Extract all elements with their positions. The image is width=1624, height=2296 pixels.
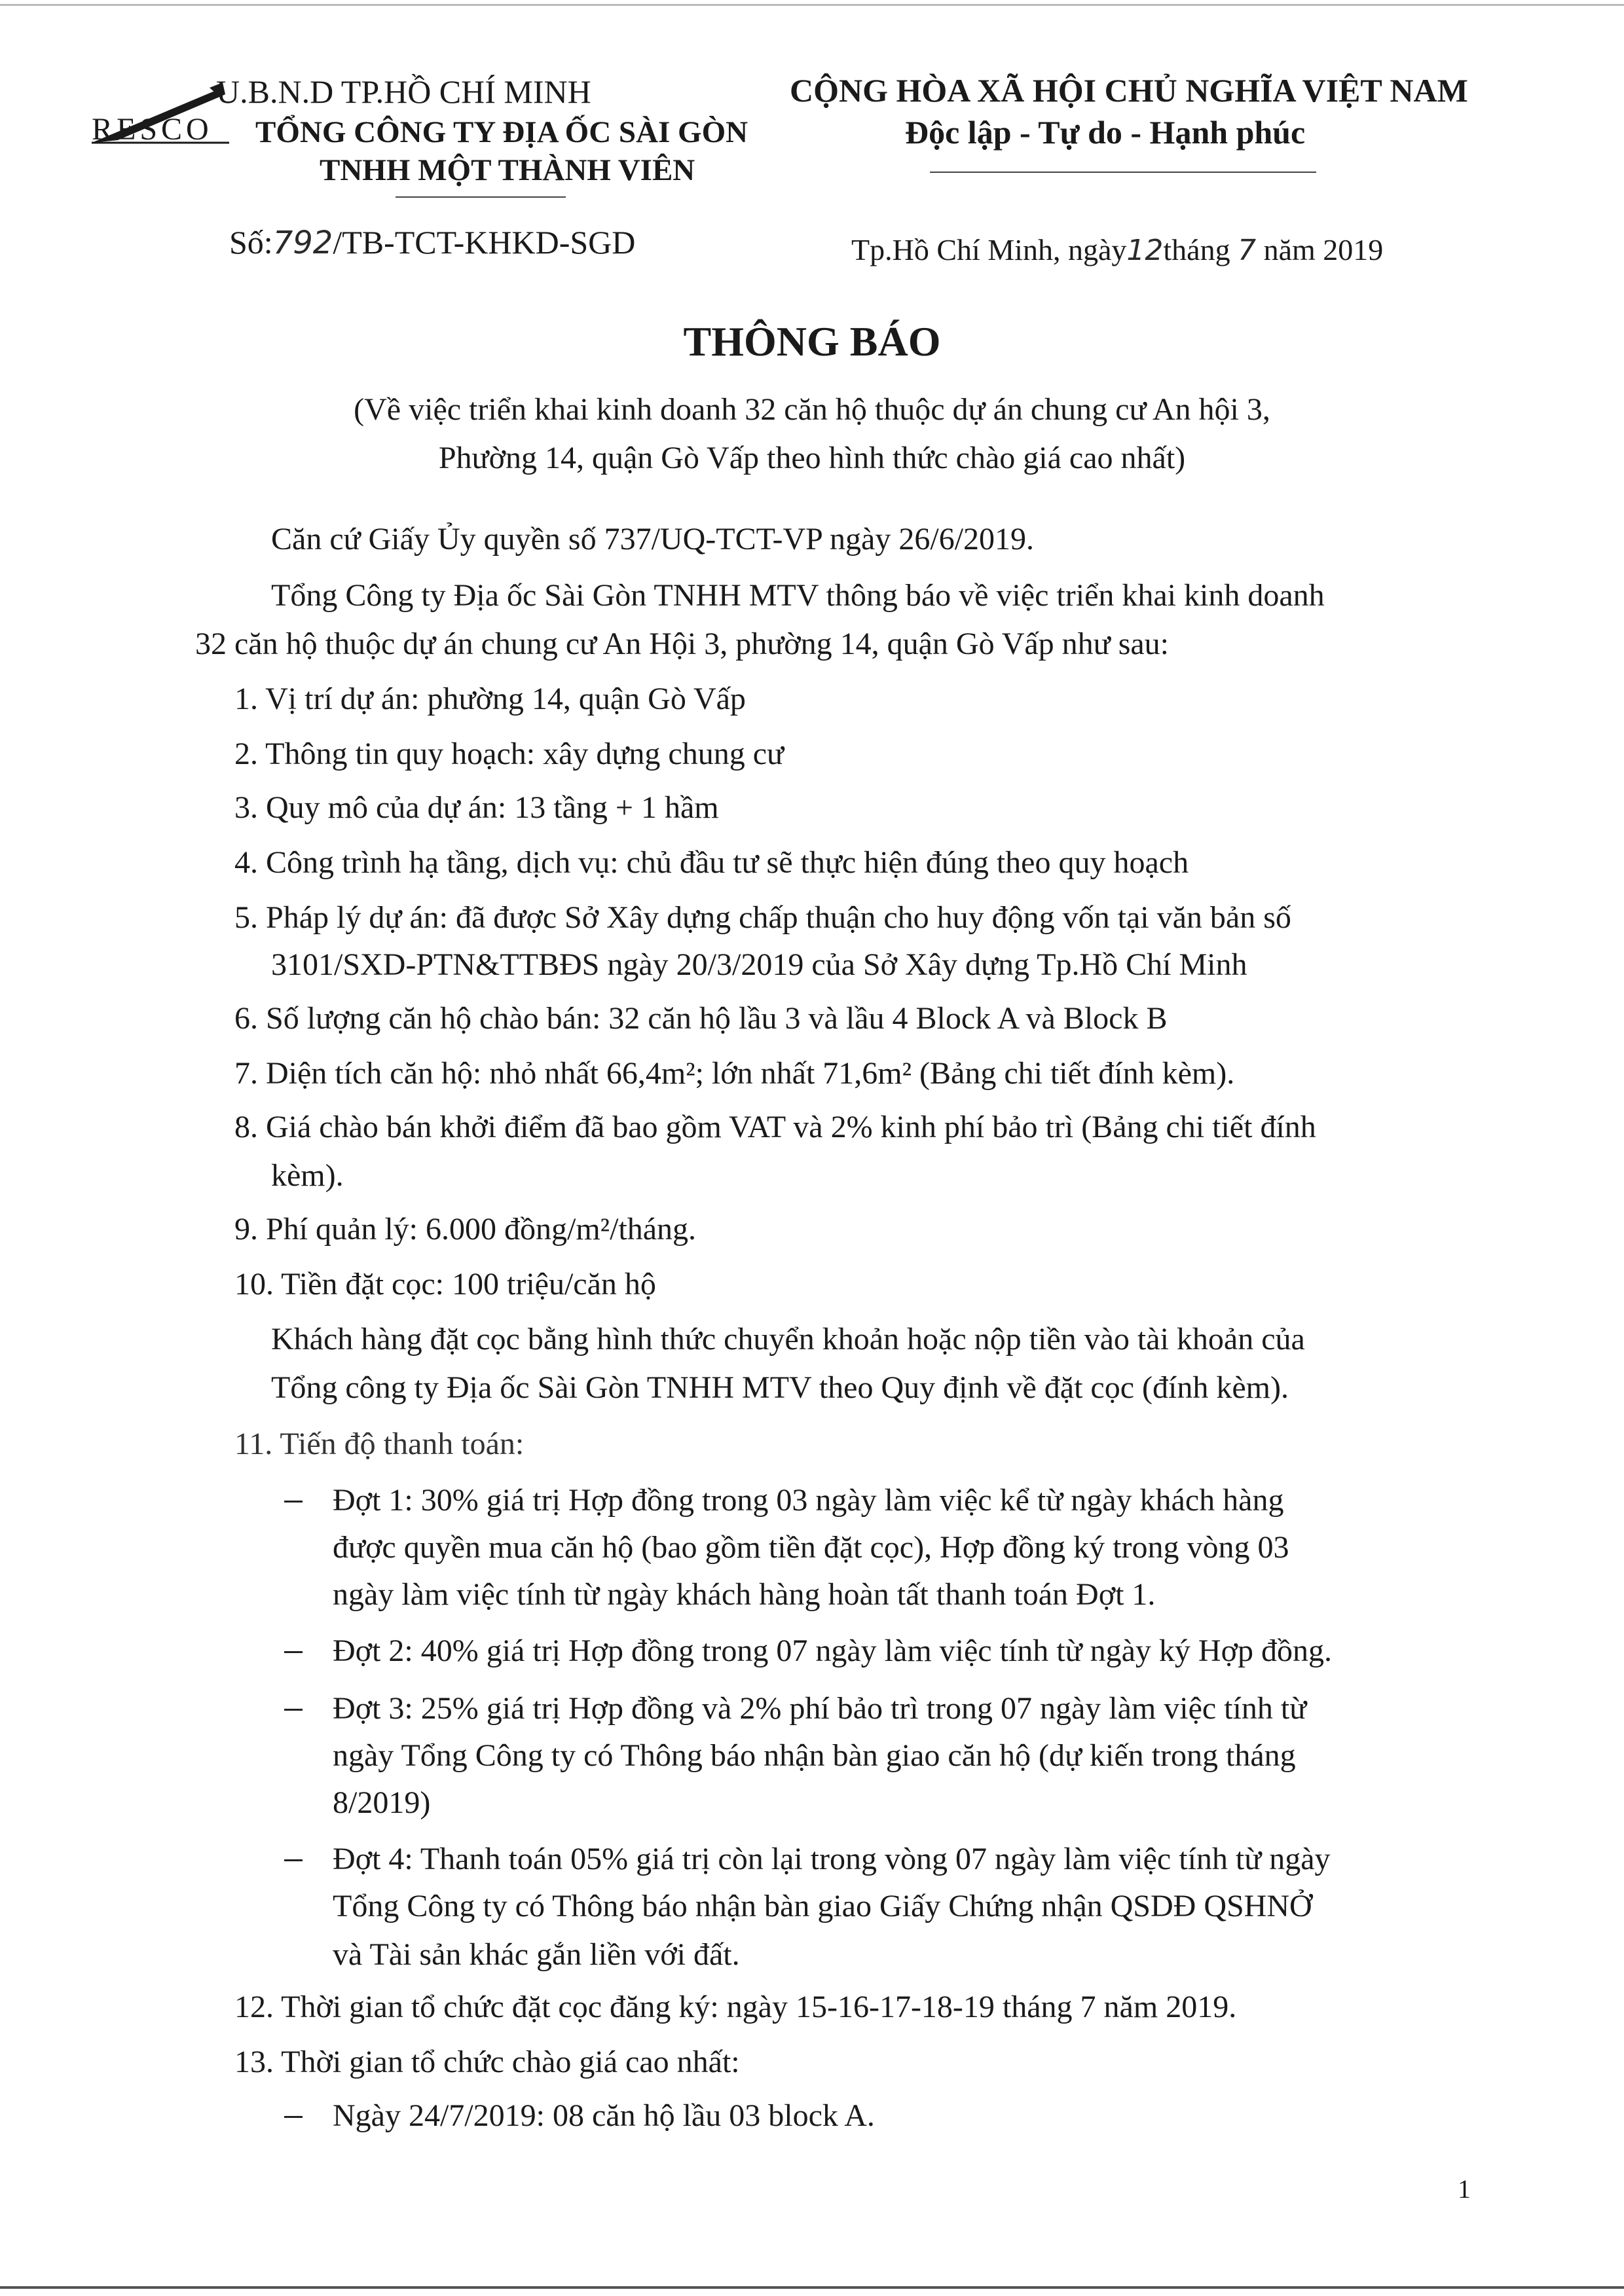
doc-number-suffix: /TB-TCT-KHKD-SGD <box>333 224 636 261</box>
scan-bottom-edge <box>0 2286 1624 2289</box>
intro-statement-line2: 32 căn hộ thuộc dự án chung cư An Hội 3, phường 14, quận Gò Vấp như sau: <box>195 627 1170 661</box>
header-company-type: TNHH MỘT THÀNH VIÊN <box>320 153 695 187</box>
list-item-13 <box>234 2039 740 2086</box>
deposit-note-line1: Khách hàng đặt cọc bằng hình thức chuyển khoản hoặc nộp tiền vào tài khoản của <box>271 1322 1305 1357</box>
document-title: THÔNG BÁO <box>683 318 941 365</box>
item-text: Quy mô của dự án: 13 tầng + 1 hầm <box>266 790 719 825</box>
page-number: 1 <box>1458 2174 1471 2204</box>
payment-4-line1: Đợt 4: Thanh toán 05% giá trị còn lại trong vòng 07 ngày làm việc tính từ ngày <box>333 1842 1331 1876</box>
item-number: 13. <box>234 2045 274 2079</box>
doc-date <box>851 230 1383 270</box>
bullet-dash <box>284 1651 303 1653</box>
payment-1-line1: Đợt 1: 30% giá trị Hợp đồng trong 03 ngày làm việc kể từ ngày khách hàng <box>333 1483 1284 1518</box>
item-number: 11. <box>234 1427 273 1461</box>
payment-4-line2: Tổng Công ty có Thông báo nhận bàn giao Giấy Chứng nhận QSDĐ QSHNỞ <box>333 1889 1312 1923</box>
item-text: Diện tích căn hộ: nhỏ nhất 66,4m²; lớn nhất 71,6m² (Bảng chi tiết đính kèm). <box>266 1056 1235 1091</box>
document-subtitle-line2: Phường 14, quận Gò Vấp theo hình thức chào giá cao nhất) <box>438 441 1186 475</box>
payment-3-line2: ngày Tổng Công ty có Thông báo nhận bàn giao căn hộ (dự kiến trong tháng <box>333 1738 1296 1773</box>
scan-top-edge <box>0 4 1624 6</box>
payment-4-line3: và Tài sản khác gắn liền với đất. <box>333 1937 740 1972</box>
date-month-handwritten: 7 <box>1238 234 1257 267</box>
schedule-item-1: Ngày 24/7/2019: 08 căn hộ lầu 03 block A. <box>333 2098 875 2133</box>
item-number: 6. <box>234 1001 258 1036</box>
date-month-label: tháng <box>1163 233 1230 266</box>
list-item-12 <box>234 1984 1236 2031</box>
bullet-dash <box>284 1709 303 1711</box>
intro-basis: Căn cứ Giấy Ủy quyền số 737/UQ-TCT-VP ngày 26/6/2019. <box>271 522 1035 556</box>
item-text: Giá chào bán khởi điểm đã bao gồm VAT và 2% kinh phí bảo trì (Bảng chi tiết đính <box>266 1110 1316 1144</box>
item-number: 4. <box>234 845 258 880</box>
date-day-handwritten: 12 <box>1126 234 1164 267</box>
doc-number <box>229 223 635 263</box>
item-text: Công trình hạ tầng, dịch vụ: chủ đầu tư sẽ thực hiện đúng theo quy hoạch <box>266 845 1189 880</box>
list-item-5 <box>234 894 1291 941</box>
item-text: Pháp lý dự án: đã được Sở Xây dựng chấp thuận cho huy động vốn tại văn bản số <box>266 900 1291 935</box>
payment-1-line3: ngày làm việc tính từ ngày khách hàng hoàn tất thanh toán Đợt 1. <box>333 1577 1156 1612</box>
item-text: Thời gian tổ chức chào giá cao nhất: <box>281 2045 740 2079</box>
date-suffix: năm 2019 <box>1263 233 1384 266</box>
item-number: 7. <box>234 1056 258 1091</box>
header-authority: U.B.N.D TP.HỒ CHÍ MINH <box>216 73 591 110</box>
list-item-7 <box>234 1050 1234 1097</box>
bullet-dash <box>284 2116 303 2118</box>
list-item-8-cont: kèm). <box>271 1158 344 1193</box>
deposit-note-line2: Tổng công ty Địa ốc Sài Gòn TNHH MTV theo Quy định về đặt cọc (đính kèm). <box>271 1370 1289 1405</box>
item-text: Phí quản lý: 6.000 đồng/m²/tháng. <box>266 1212 697 1247</box>
list-item-10 <box>234 1261 656 1308</box>
payment-1-line2: được quyền mua căn hộ (bao gồm tiền đặt cọc), Hợp đồng ký trong vòng 03 <box>333 1530 1289 1565</box>
doc-number-prefix: Số: <box>229 224 273 261</box>
item-number: 9. <box>234 1212 258 1247</box>
item-text: Vị trí dự án: phường 14, quận Gò Vấp <box>265 682 746 716</box>
bullet-dash <box>284 1501 303 1503</box>
payment-3-line1: Đợt 3: 25% giá trị Hợp đồng và 2% phí bảo trì trong 07 ngày làm việc tính từ <box>333 1691 1307 1726</box>
list-item-2 <box>234 731 784 778</box>
list-item-9 <box>234 1206 696 1253</box>
intro-statement-line1: Tổng Công ty Địa ốc Sài Gòn TNHH MTV thông báo về việc triển khai kinh doanh <box>271 578 1325 613</box>
doc-number-handwritten: 792 <box>272 225 333 261</box>
item-text: Tiền đặt cọc: 100 triệu/căn hộ <box>281 1267 656 1302</box>
payment-3-line3: 8/2019) <box>333 1785 431 1820</box>
item-number: 1. <box>234 682 258 716</box>
list-item-1 <box>234 676 746 723</box>
item-number: 5. <box>234 900 258 935</box>
logo-text: RESCO <box>92 112 213 147</box>
list-item-11 <box>234 1421 524 1468</box>
item-text: Thông tin quy hoạch: xây dựng chung cư <box>265 737 784 771</box>
bullet-dash <box>284 1859 303 1861</box>
item-text: Tiến độ thanh toán: <box>280 1427 525 1461</box>
item-number: 8. <box>234 1110 258 1144</box>
header-nation: CỘNG HÒA XÃ HỘI CHỦ NGHĨA VIỆT NAM <box>790 72 1468 109</box>
date-prefix: Tp.Hồ Chí Minh, ngày <box>851 233 1127 266</box>
item-number: 3. <box>234 790 258 825</box>
header-left-rule <box>396 196 566 198</box>
document-subtitle-line1: (Về việc triển khai kinh doanh 32 căn hộ thuộc dự án chung cư An hội 3, <box>354 392 1270 427</box>
list-item-4 <box>234 839 1189 886</box>
list-item-3 <box>234 784 719 831</box>
list-item-5-cont: 3101/SXD-PTN&TTBĐS ngày 20/3/2019 của Sở Xây dựng Tp.Hồ Chí Minh <box>271 947 1247 982</box>
item-number: 10. <box>234 1267 274 1302</box>
header-right-rule <box>930 172 1316 173</box>
payment-2-line1: Đợt 2: 40% giá trị Hợp đồng trong 07 ngày làm việc tính từ ngày ký Hợp đồng. <box>333 1633 1332 1668</box>
list-item-8 <box>234 1104 1316 1151</box>
item-number: 12. <box>234 1990 274 2024</box>
header-motto: Độc lập - Tự do - Hạnh phúc <box>905 114 1306 151</box>
item-number: 2. <box>234 737 258 771</box>
header-company-name: TỔNG CÔNG TY ĐỊA ỐC SÀI GÒN <box>255 115 748 149</box>
list-item-6 <box>234 995 1167 1042</box>
item-text: Thời gian tổ chức đặt cọc đăng ký: ngày 15-16-17-18-19 tháng 7 năm 2019. <box>281 1990 1237 2024</box>
item-text: Số lượng căn hộ chào bán: 32 căn hộ lầu 3 và lầu 4 Block A và Block B <box>266 1001 1168 1036</box>
